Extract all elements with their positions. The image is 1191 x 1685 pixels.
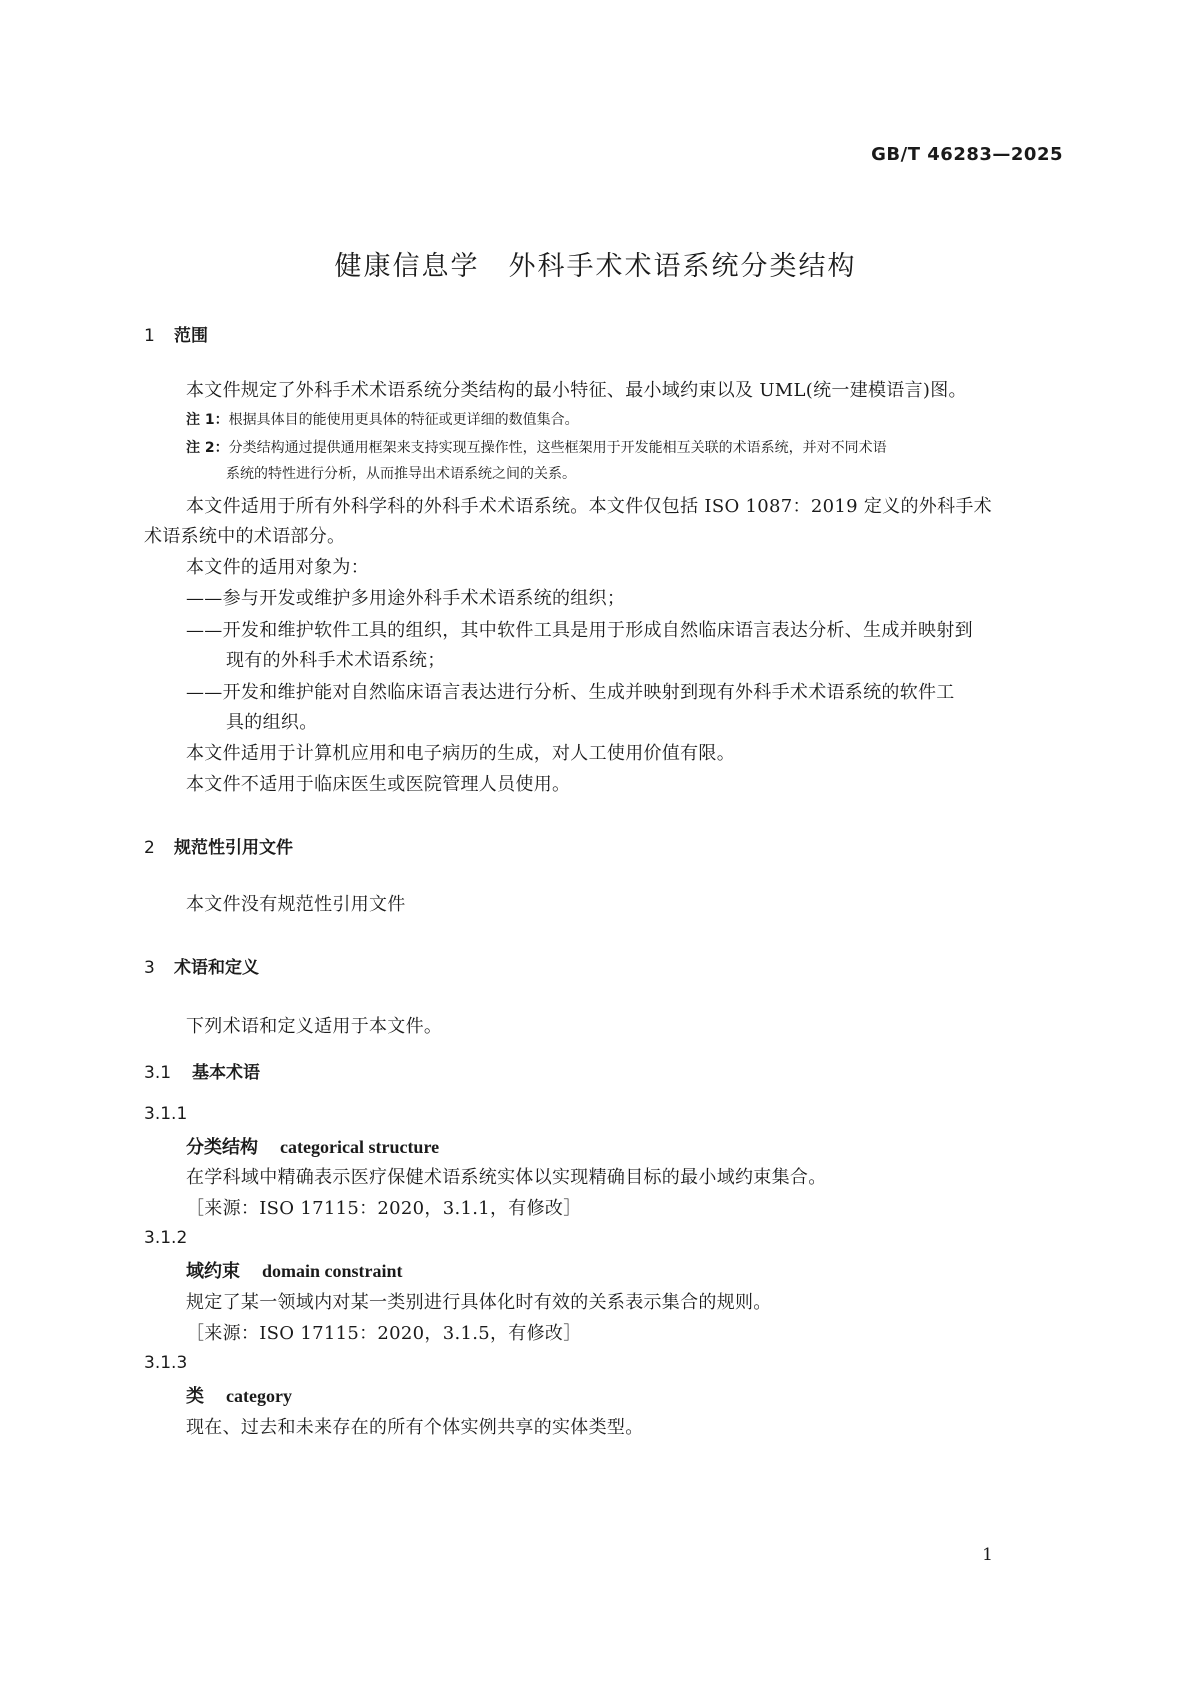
term-source: ［来源：ISO 17115：2020，3.1.5，有修改］ — [186, 1323, 582, 1344]
paragraph: 本文件规定了外科手术术语系统分类结构的最小特征、最小域约束以及 UML(统一建模语言)图。 — [186, 380, 967, 401]
list-item: ——开发和维护能对自然临床语言表达进行分析、生成并映射到现有外科手术术语系统的软件工 — [186, 682, 955, 703]
term-zh: 域约束 — [186, 1261, 240, 1282]
paragraph: 本文件适用于计算机应用和电子病历的生成，对人工使用价值有限。 — [186, 743, 735, 764]
section-number: 3 — [144, 958, 155, 978]
term-definition: 现在、过去和未来存在的所有个体实例共享的实体类型。 — [186, 1417, 644, 1438]
term-source: ［来源：ISO 17115：2020，3.1.1，有修改］ — [186, 1198, 582, 1219]
paragraph: 本文件适用于所有外科学科的外科手术术语系统。本文件仅包括 ISO 1087：2019 定义的外科手术 — [186, 496, 992, 517]
list-item: ——参与开发或维护多用途外科手术术语系统的组织； — [186, 588, 626, 609]
paragraph: 下列术语和定义适用于本文件。 — [186, 1016, 443, 1037]
paragraph: 本文件没有规范性引用文件 — [186, 894, 406, 915]
paragraph-continuation: 术语系统中的术语部分。 — [144, 526, 346, 547]
section-number: 1 — [144, 326, 155, 346]
note-label: 注 1： — [186, 412, 229, 428]
document-title: 健康信息学 外科手术术语系统分类结构 — [334, 251, 857, 282]
section-1-heading — [144, 321, 208, 346]
standard-number: GB/T 46283—2025 — [871, 144, 1063, 165]
section-3-heading — [144, 953, 259, 978]
section-2-heading — [144, 833, 293, 858]
term-zh: 类 — [186, 1386, 204, 1407]
note-2-continuation: 系统的特性进行分析，从而推导出术语系统之间的关系。 — [226, 466, 576, 482]
term-number: 3.1.1 — [144, 1104, 188, 1124]
subsection-3-1-heading — [144, 1058, 260, 1083]
paragraph: 本文件不适用于临床医生或医院管理人员使用。 — [186, 774, 571, 795]
note-2 — [186, 437, 887, 457]
term-entry — [186, 1133, 439, 1159]
term-number: 3.1.2 — [144, 1228, 188, 1248]
section-title: 范围 — [174, 326, 208, 346]
page-number: 1 — [982, 1545, 993, 1565]
term-entry — [186, 1257, 403, 1283]
subsection-title: 基本术语 — [192, 1063, 260, 1083]
term-en: categorical structure — [280, 1137, 440, 1157]
list-item-continuation: 现有的外科手术术语系统； — [226, 650, 446, 671]
term-definition: 规定了某一领域内对某一类别进行具体化时有效的关系表示集合的规则。 — [186, 1292, 772, 1313]
section-title: 术语和定义 — [174, 958, 259, 978]
term-number: 3.1.3 — [144, 1353, 188, 1373]
term-definition: 在学科域中精确表示医疗保健术语系统实体以实现精确目标的最小域约束集合。 — [186, 1167, 827, 1188]
paragraph: 本文件的适用对象为： — [186, 557, 369, 578]
section-title: 规范性引用文件 — [174, 838, 293, 858]
term-en: category — [226, 1386, 292, 1406]
note-1 — [186, 409, 579, 429]
term-entry — [186, 1382, 292, 1408]
term-en: domain constraint — [262, 1261, 403, 1281]
subsection-number: 3.1 — [144, 1063, 172, 1083]
list-item-continuation: 具的组织。 — [226, 712, 318, 733]
list-item: ——开发和维护软件工具的组织，其中软件工具是用于形成自然临床语言表达分析、生成并映射到 — [186, 620, 973, 641]
note-text: 根据具体目的能使用更具体的特征或更详细的数值集合。 — [228, 412, 579, 428]
note-text: 分类结构通过提供通用框架来支持实现互操作性，这些框架用于开发能相互关联的术语系统，并对不同术语 — [228, 440, 887, 456]
note-label: 注 2： — [186, 440, 229, 456]
term-zh: 分类结构 — [186, 1137, 258, 1158]
section-number: 2 — [144, 838, 155, 858]
